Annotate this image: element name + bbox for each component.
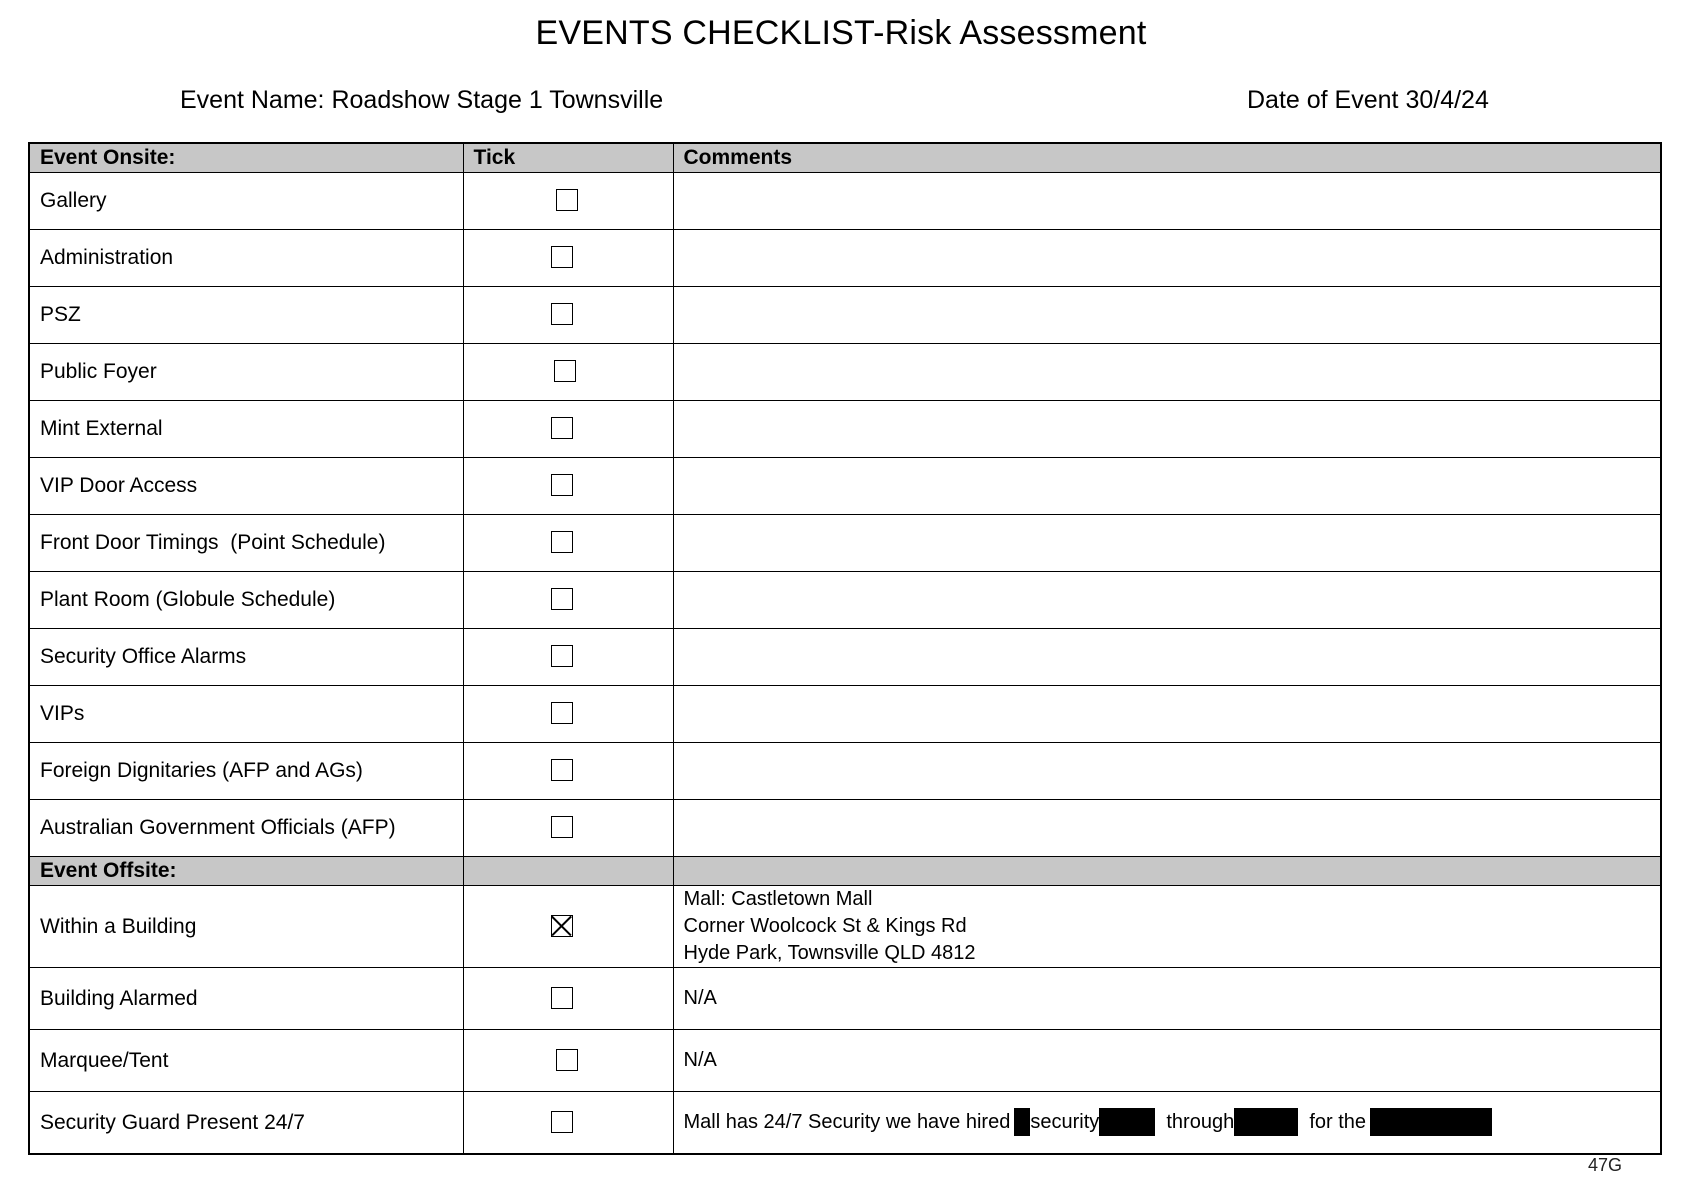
item-label: Security Office Alarms xyxy=(29,629,463,686)
table-row xyxy=(29,886,1661,968)
checkbox[interactable] xyxy=(551,303,573,325)
item-label: Australian Government Officials (AFP) xyxy=(29,800,463,857)
header-event-onsite: Event Onsite: xyxy=(29,143,463,173)
redaction-block xyxy=(1370,1108,1492,1136)
comment-line xyxy=(684,1109,1661,1136)
table-row xyxy=(29,800,1661,857)
checkbox[interactable] xyxy=(551,588,573,610)
offsite-section-row xyxy=(29,857,1661,886)
comment-cell[interactable] xyxy=(673,629,1661,686)
event-date-line xyxy=(1247,86,1489,115)
tick-cell xyxy=(463,173,673,230)
redaction-block xyxy=(1099,1108,1155,1136)
tick-cell xyxy=(463,1030,673,1092)
comment-cell[interactable] xyxy=(673,401,1661,458)
section-blank xyxy=(463,857,673,886)
tick-cell xyxy=(463,515,673,572)
comment-line: N/A xyxy=(683,1049,717,1071)
item-label: Front Door Timings (Point Schedule) xyxy=(29,515,463,572)
tick-cell xyxy=(463,572,673,629)
tick-cell xyxy=(463,401,673,458)
tick-cell xyxy=(463,686,673,743)
item-label: VIP Door Access xyxy=(29,458,463,515)
comment-cell[interactable] xyxy=(673,886,1661,968)
checkbox[interactable] xyxy=(556,189,578,211)
tick-cell xyxy=(463,968,673,1030)
comment-line: Corner Woolcock St & Kings Rd xyxy=(683,915,967,937)
tick-cell xyxy=(463,287,673,344)
checkbox[interactable] xyxy=(551,531,573,553)
event-name-label: Event Name: xyxy=(180,86,325,114)
comment-line: Hyde Park, Townsville QLD 4812 xyxy=(683,942,976,964)
item-label: Building Alarmed xyxy=(29,968,463,1030)
redaction-block xyxy=(1014,1108,1030,1136)
comment-text: through xyxy=(1166,1111,1235,1133)
tick-cell xyxy=(463,230,673,287)
comment-text: security xyxy=(1030,1111,1100,1133)
checkbox[interactable] xyxy=(551,987,573,1009)
item-label: Marquee/Tent xyxy=(29,1030,463,1092)
tick-cell xyxy=(463,743,673,800)
comment-cell[interactable] xyxy=(673,344,1661,401)
item-label: Gallery xyxy=(29,173,463,230)
checkbox[interactable] xyxy=(551,702,573,724)
tick-cell xyxy=(463,344,673,401)
comment-cell[interactable] xyxy=(673,458,1661,515)
table-row xyxy=(29,515,1661,572)
event-date-label: Date of Event xyxy=(1247,86,1399,114)
comment-line: N/A xyxy=(683,987,717,1009)
table-row xyxy=(29,173,1661,230)
table-row xyxy=(29,458,1661,515)
checkbox[interactable] xyxy=(556,1049,578,1071)
tick-cell xyxy=(463,800,673,857)
tick-cell xyxy=(463,1092,673,1155)
table-row xyxy=(29,743,1661,800)
comment-cell[interactable] xyxy=(673,230,1661,287)
comment-cell[interactable] xyxy=(673,515,1661,572)
checkbox[interactable] xyxy=(551,759,573,781)
tick-cell xyxy=(463,886,673,968)
risk-checklist-table xyxy=(28,142,1662,1155)
table-row xyxy=(29,572,1661,629)
event-date-value: 30/4/24 xyxy=(1405,86,1489,114)
checkbox[interactable] xyxy=(551,417,573,439)
comment-cell[interactable] xyxy=(673,1092,1661,1155)
checkbox[interactable] xyxy=(551,915,573,937)
header-comments: Comments xyxy=(673,143,1661,173)
checkbox[interactable] xyxy=(551,1111,573,1133)
section-event-offsite: Event Offsite: xyxy=(29,857,463,886)
comment-cell[interactable] xyxy=(673,800,1661,857)
redaction-block xyxy=(1234,1108,1298,1136)
document-title: EVENTS CHECKLIST-Risk Assessment xyxy=(535,14,1147,52)
item-label: VIPs xyxy=(29,686,463,743)
checkbox[interactable] xyxy=(554,360,576,382)
comment-cell[interactable] xyxy=(673,572,1661,629)
checkbox[interactable] xyxy=(551,246,573,268)
comment-line: Mall: Castletown Mall xyxy=(683,888,873,910)
tick-cell xyxy=(463,629,673,686)
table-row xyxy=(29,401,1661,458)
section-blank xyxy=(673,857,1661,886)
table-header-row xyxy=(29,143,1661,173)
table-row xyxy=(29,344,1661,401)
item-label: Within a Building xyxy=(29,886,463,968)
table-row xyxy=(29,629,1661,686)
checkbox[interactable] xyxy=(551,645,573,667)
header-tick: Tick xyxy=(463,143,673,173)
checkbox[interactable] xyxy=(551,474,573,496)
item-label: Security Guard Present 24/7 xyxy=(29,1092,463,1155)
table-row xyxy=(29,287,1661,344)
page-number: 47G xyxy=(1588,1155,1623,1175)
table-row xyxy=(29,686,1661,743)
table-row xyxy=(29,968,1661,1030)
event-name-value: Roadshow Stage 1 Townsville xyxy=(331,86,664,114)
comment-text: for the xyxy=(1309,1111,1367,1133)
comment-cell[interactable] xyxy=(673,287,1661,344)
event-name-line xyxy=(180,86,663,115)
table-row xyxy=(29,1092,1661,1155)
checkbox[interactable] xyxy=(551,816,573,838)
comment-cell[interactable] xyxy=(673,686,1661,743)
item-label: PSZ xyxy=(29,287,463,344)
comment-text: Mall has 24/7 Security we have hired xyxy=(683,1111,1011,1133)
tick-cell xyxy=(463,458,673,515)
comment-cell[interactable] xyxy=(673,968,1661,1030)
comment-cell[interactable] xyxy=(673,743,1661,800)
comment-cell[interactable] xyxy=(673,173,1661,230)
item-label: Plant Room (Globule Schedule) xyxy=(29,572,463,629)
table-row xyxy=(29,230,1661,287)
item-label: Mint External xyxy=(29,401,463,458)
item-label: Foreign Dignitaries (AFP and AGs) xyxy=(29,743,463,800)
comment-cell[interactable] xyxy=(673,1030,1661,1092)
table-row xyxy=(29,1030,1661,1092)
item-label: Administration xyxy=(29,230,463,287)
item-label: Public Foyer xyxy=(29,344,463,401)
